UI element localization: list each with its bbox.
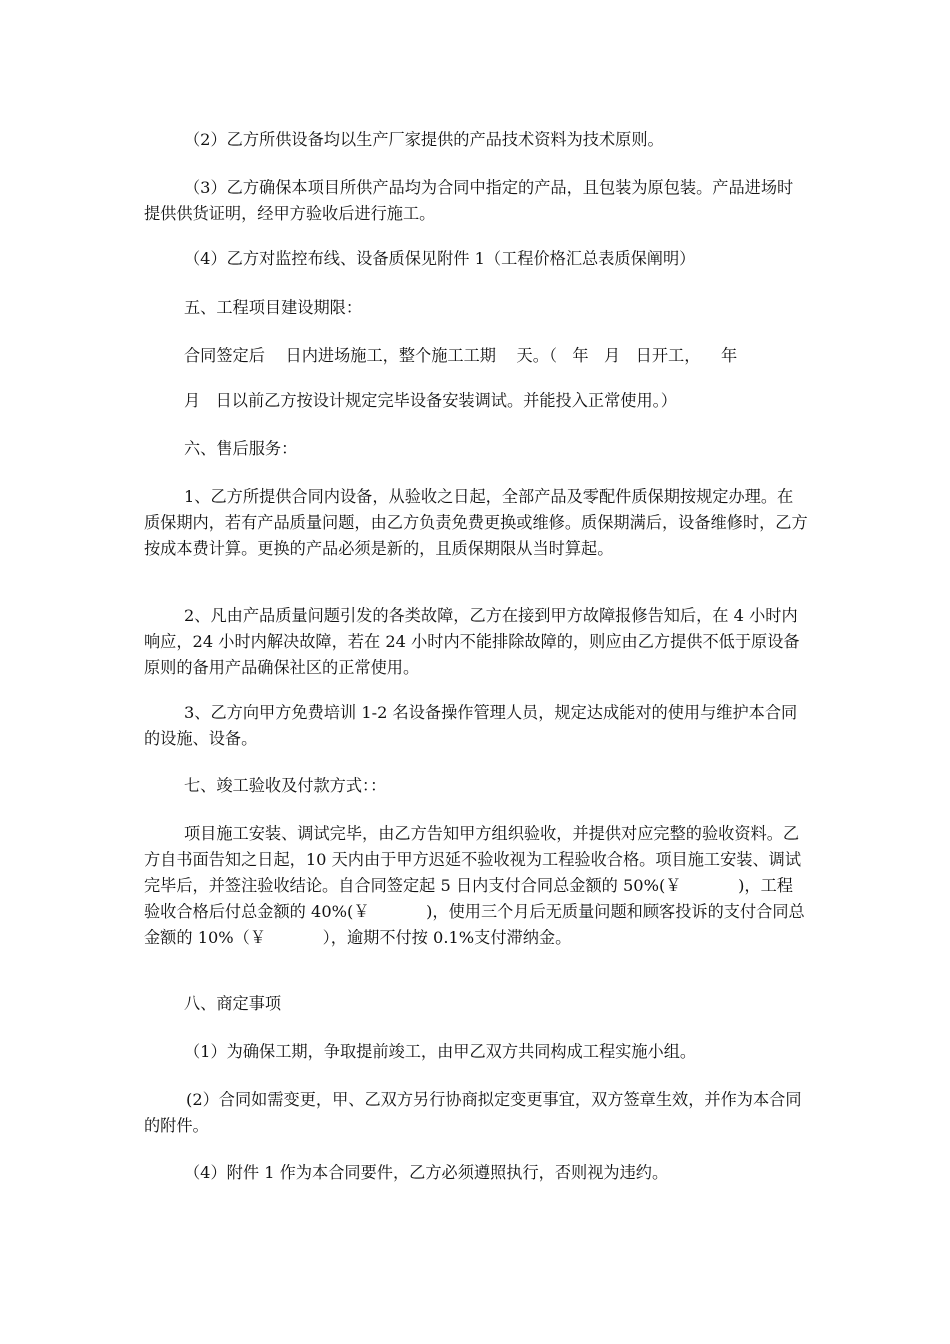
section-7-heading: 七、竣工验收及付款方式：： — [184, 776, 387, 795]
section-6-heading: 六、售后服务： — [184, 439, 298, 458]
service-item-3: 3、乙方向甲方免费培训 1-2 名设备操作管理人员，规定达成能对的使用与维护本合同的设施、设备。 — [144, 703, 798, 748]
clause-2-paragraph: （2）乙方所供设备均以生产厂家提供的产品技术资料为技术原则。 — [184, 130, 664, 149]
schedule-line-2: 月 日以前乙方按设计规定完毕设备安装调试。并能投入正常使用。） — [184, 391, 677, 410]
service-item-2: 2、凡由产品质量问题引发的各类故障，乙方在接到甲方故障报修告知后，在 4 小时内响应，24 小时内解决故障，若在 24 小时内不能排除故障的，则应由乙方提供不低于原设备原则的备用产品确保社区的正常使用。 — [144, 606, 800, 677]
service-item-1: 1、乙方所提供合同内设备，从验收之日起，全部产品及零配件质保期按规定办理。在质保期内，若有产品质量问题，由乙方负责免费更换或维修。质保期满后，设备维修时，乙方按成本费计算。更换的产品必须是新的，且质保期限从当时算起。 — [144, 487, 808, 558]
agreement-item-4: （4）附件 1 作为本合同要件，乙方必须遵照执行，否则视为违约。 — [184, 1163, 669, 1182]
agreement-item-2: (2）合同如需变更，甲、乙双方另行协商拟定变更事宜，双方签章生效，并作为本合同的附件。 — [144, 1090, 802, 1135]
clause-3-paragraph: （3）乙方确保本项目所供产品均为合同中指定的产品，且包装为原包装。产品进场时提供供货证明，经甲方验收后进行施工。 — [144, 178, 794, 223]
agreement-item-1: （1）为确保工期，争取提前竣工，由甲乙双方共同构成工程实施小组。 — [184, 1042, 697, 1061]
section-8-heading: 八、商定事项 — [184, 994, 282, 1013]
acceptance-payment-paragraph: 项目施工安装、调试完毕，由乙方告知甲方组织验收，并提供对应完整的验收资料。乙方自书面告知之日起，10 天内由于甲方迟延不验收视为工程验收合格。项目施工安装、调试完毕后，并签注验收结论。自合同签定起 5 日内支付合同总金额的 50%(￥ )，工程验收合格后付总金额的 40%(￥ )，使用三个月后无质量问题和顾客投诉的支付合同总金额的 10%（￥ ），逾期不付按 0.1%支付滞纳金。 — [144, 824, 805, 947]
clause-4-paragraph: （4）乙方对监控布线、设备质保见附件 1（工程价格汇总表质保阐明） — [184, 249, 696, 268]
section-5-heading: 五、工程项目建设期限： — [184, 298, 363, 317]
schedule-line-1: 合同签定后 日内进场施工，整个施工工期 天。（ 年 月 日开工， 年 — [184, 346, 738, 365]
